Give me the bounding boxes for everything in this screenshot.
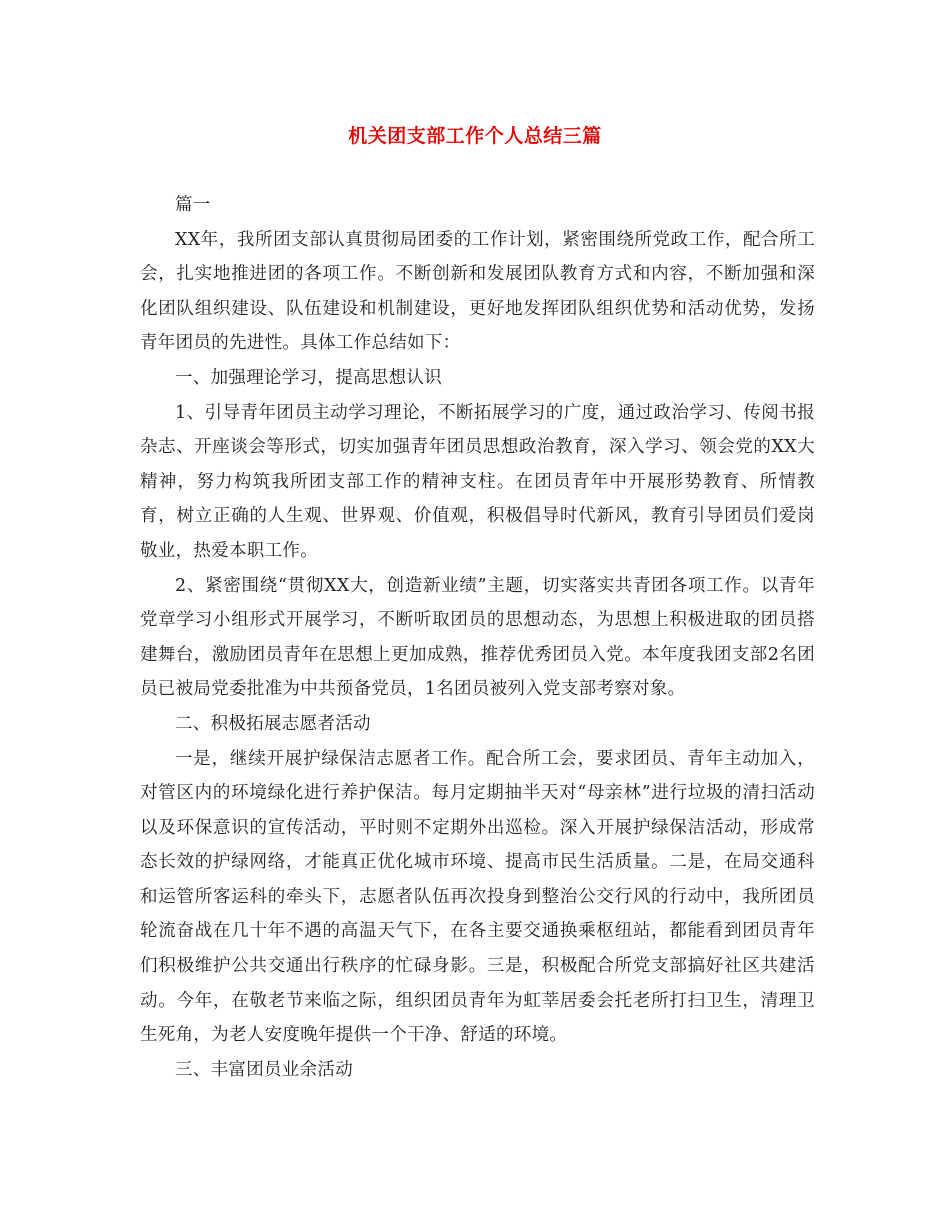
section-heading: 一、加强理论学习，提高思想认识 <box>175 367 442 388</box>
body-paragraph: 一是，继续开展护绿保洁志愿者工作。配合所工会，要求团员、青年主动加入，对管区内的环境绿化进行养护保洁。每月定期抽半天对“母亲林”进行垃圾的清扫活动以及环保意识的宣传活动，平时则不定期外出巡检。深入开展护绿保洁活动，形成常态长效的护绿网络，才能真正优化城市环境、提高市民生活质量。二是，在局交通科和运管所客运科的牵头下，志愿者队伍再次投身到整治公交行风的行动中，我所团员轮流奋战在几十年不遇的高温天气下，在各主要交通换乘枢纽站，都能看到团员青年们积极维护公共交通出行秩序的忙碌身影。三是，积极配合所党支部搞好社区共建活动。今年，在敬老节来临之际，组织团员青年为虹莘居委会托老所打扫卫生，清理卫生死角，为老人安度晚年提供一个干净、舒适的环境。 <box>140 748 815 1046</box>
body-paragraph: 2、紧密围绕“贯彻XX大，创造新业绩”主题，切实落实共青团各项工作。以青年党章学习小组形式开展学习，不断听取团员的思想动态，为思想上积极进取的团员搭建舞台，激励团员青年在思想上更加成熟，推荐优秀团员入党。本年度我团支部2名团员已被局党委批准为中共预备党员，1名团员被列入党支部考察对象。 <box>140 575 815 700</box>
document-body <box>140 188 815 1087</box>
body-paragraph: XX年，我所团支部认真贯彻局团委的工作计划，紧密围绕所党政工作，配合所工会，扎实地推进团的各项工作。不断创新和发展团队教育方式和内容，不断加强和深化团队组织建设、队伍建设和机制建设，更好地发挥团队组织优势和活动优势，发扬青年团员的先进性。具体工作总结如下： <box>140 229 815 354</box>
section-heading: 篇一 <box>175 195 211 215</box>
section-heading: 三、丰富团员业余活动 <box>175 1059 353 1080</box>
document-title: 机关团支部工作个人总结三篇 <box>348 125 602 147</box>
body-paragraph: 1、引导青年团员主动学习理论，不断拓展学习的广度，通过政治学习、传阅书报杂志、开座谈会等形式，切实加强青年团员思想政治教育，深入学习、领会党的XX大精神，努力构筑我所团支部工作的精神支柱。在团员青年中开展形势教育、所情教育，树立正确的人生观、世界观、价值观，积极倡导时代新风，教育引导团员们爱岗敬业，热爱本职工作。 <box>140 402 815 561</box>
section-heading: 二、积极拓展志愿者活动 <box>175 713 371 734</box>
